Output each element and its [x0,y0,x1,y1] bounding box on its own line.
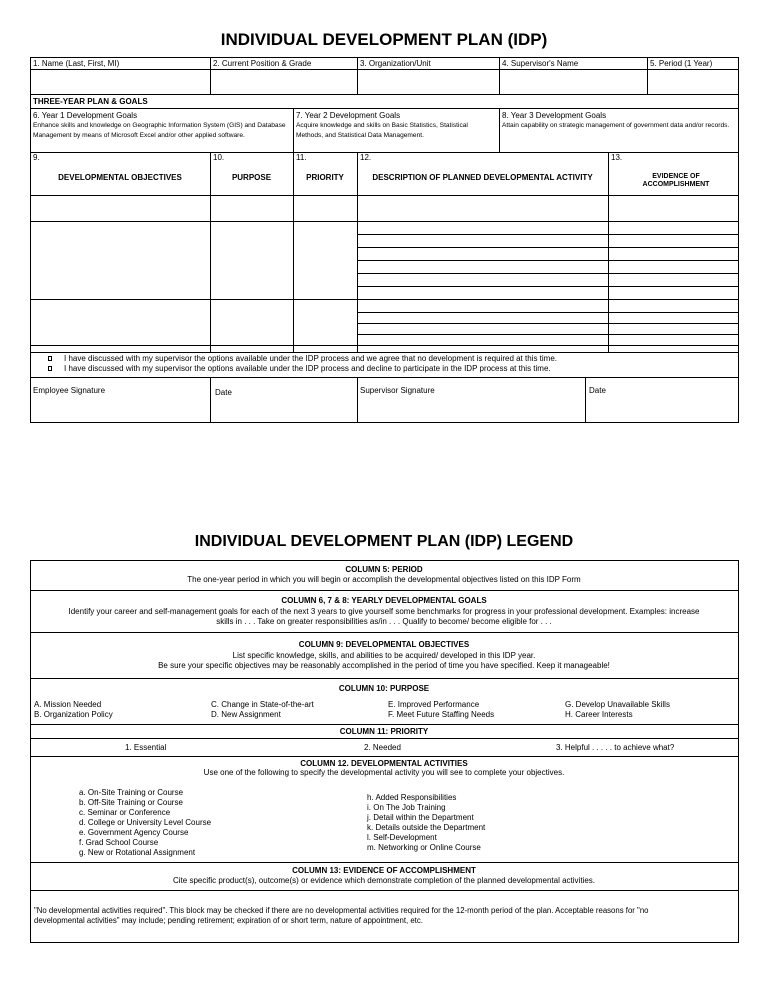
activity-h: h. Added Responsibilities [367,793,457,802]
name-field-label: 1. Name (Last, First, MI) [33,59,120,68]
activity-k: k. Details outside the Department [367,823,486,832]
period-field-label: 5. Period (1 Year) [650,59,713,68]
year2-goals: Acquire knowledge and skills on Basic Statistics, Statistical Methods, and Statistical Data Management. [296,122,468,139]
legend-col12-intro: Use one of the following to specify the developmental activity you will see to complete your objectives. [203,768,565,777]
org-input[interactable] [358,70,498,93]
col11-number: 11. [296,153,307,162]
legend-col9-line2: Be sure your specific objectives may be reasonably accomplished in the period of time you have specified. Keep it manageable! [158,661,610,670]
col9-header: DEVELOPMENTAL OBJECTIVES [58,173,182,182]
no-development-checkbox[interactable] [48,356,52,361]
employee-date-label: Date [215,388,232,397]
legend-col678-heading: COLUMN 6, 7 & 8: YEARLY DEVELOPMENTAL GOALS [281,596,487,605]
year1-label: 6. Year 1 Development Goals [33,111,138,120]
name-input[interactable] [31,70,209,93]
activity-f: f. Grad School Course [79,838,159,847]
legend-col678-line2: skills in . . . Take on greater responsibilities as/in . . . Qualify to become/ become eligible for . . . [216,617,552,626]
col10-header: PURPOSE [231,173,272,182]
col10-number: 10. [213,153,225,162]
priority-3: 3. Helpful . . . . . to achieve what? [556,743,675,752]
legend-col5-text: The one-year period in which you will begin or accomplish the developmental objectives listed on this IDP Form [187,575,581,584]
employee-signature-label: Employee Signature [33,386,106,395]
col11-header: PRIORITY [306,173,344,182]
supervisor-date-label: Date [589,386,606,395]
three-year-heading: THREE-YEAR PLAN & GOALS [33,97,148,106]
legend-col9-line1: List specific knowledge, skills, and abilities to be acquired/ developed in this IDP year. [232,651,536,660]
activity-m: m. Networking or Online Course [367,843,481,852]
purpose-h: H. Career Interests [565,710,633,719]
legend-col5-heading: COLUMN 5: PERIOD [345,565,423,574]
purpose-f: F. Meet Future Staffing Needs [388,710,495,719]
priority-2: 2. Needed [364,743,401,752]
supervisor-signature-label: Supervisor Signature [360,386,435,395]
supervisor-input[interactable] [500,70,646,93]
decline-checkbox[interactable] [48,366,52,371]
purpose-a: A. Mission Needed [34,700,102,709]
year2-label: 7. Year 2 Development Goals [296,111,401,120]
legend-note-line1: "No developmental activities required". This block may be checked if there are no developmental activities required for the 12-month period of the plan. Acceptable reasons for "no [34,906,649,915]
col13-header: EVIDENCE OF ACCOMPLISHMENT [642,173,710,188]
col12-number: 12. [360,153,372,162]
activity-b: b. Off-Site Training or Course [79,798,183,807]
supervisor-field-label: 4. Supervisor's Name [502,59,579,68]
legend-col13-heading: COLUMN 13: EVIDENCE OF ACCOMPLISHMENT [292,866,476,875]
col13-number: 13. [611,153,623,162]
decline-statement: I have discussed with my supervisor the options available under the IDP process and decline to participate in the IDP process at this time. [64,364,551,373]
activity-d: d. College or University Level Course [79,818,212,827]
col9-number: 9. [33,153,40,162]
position-input[interactable] [211,70,356,93]
activity-l: l. Self-Development [367,833,437,842]
col12-header: DESCRIPTION OF PLANNED DEVELOPMENTAL ACTIVITY [372,173,593,182]
legend-col11-heading: COLUMN 11: PRIORITY [339,727,429,736]
no-development-statement: I have discussed with my supervisor the options available under the IDP process and we agree that no development is required at this time. [64,354,558,363]
purpose-d: D. New Assignment [211,710,281,719]
year1-goals: Enhance skills and knowledge on Geographic Information System (GIS) and Database Management by means of Microsoft Excel and/or other applied software. [33,122,286,139]
activity-i: i. On The Job Training [367,803,446,812]
purpose-g: G. Develop Unavailable Skills [565,700,670,709]
legend-col10-heading: COLUMN 10: PURPOSE [338,684,430,693]
priority-1: 1. Essential [125,743,167,752]
org-field-label: 3. Organization/Unit [360,59,431,68]
purpose-c: C. Change in State-of-the-art [211,700,314,709]
activity-c: c. Seminar or Conference [79,808,171,817]
purpose-b: B. Organization Policy [34,710,113,719]
activity-a: a. On-Site Training or Course [79,788,184,797]
year3-goals: Attain capability on strategic management of government data and/or records. [502,122,730,129]
activity-e: e. Government Agency Course [79,828,189,837]
legend-col9-heading: COLUMN 9: DEVELOPMENTAL OBJECTIVES [298,640,470,649]
position-field-label: 2. Current Position & Grade [213,59,312,68]
legend-col12-heading: COLUMN 12. DEVELOPMENTAL ACTIVITIES [300,759,468,768]
activity-j: j. Detail within the Department [367,813,474,822]
period-input[interactable] [648,70,738,93]
purpose-e: E. Improved Performance [388,700,480,709]
legend-col13-text: Cite specific product(s), outcome(s) or evidence which demonstrate completion of the planned developmental activities. [173,876,595,885]
legend-col678-line1: Identify your career and self-management goals for each of the next 3 years to give yourself some benchmarks for progress in your professional development. Examples: increase [68,607,700,616]
legend-title: INDIVIDUAL DEVELOPMENT PLAN (IDP) LEGEND [194,533,574,550]
activity-g: g. New or Rotational Assignment [79,848,196,857]
year3-label: 8. Year 3 Development Goals [502,111,607,120]
legend-note-line2: developmental activities" may include; pending retirement; expiration of or short term, nature of appointment, etc. [34,916,423,925]
form-title: INDIVIDUAL DEVELOPMENT PLAN (IDP) [220,30,548,49]
